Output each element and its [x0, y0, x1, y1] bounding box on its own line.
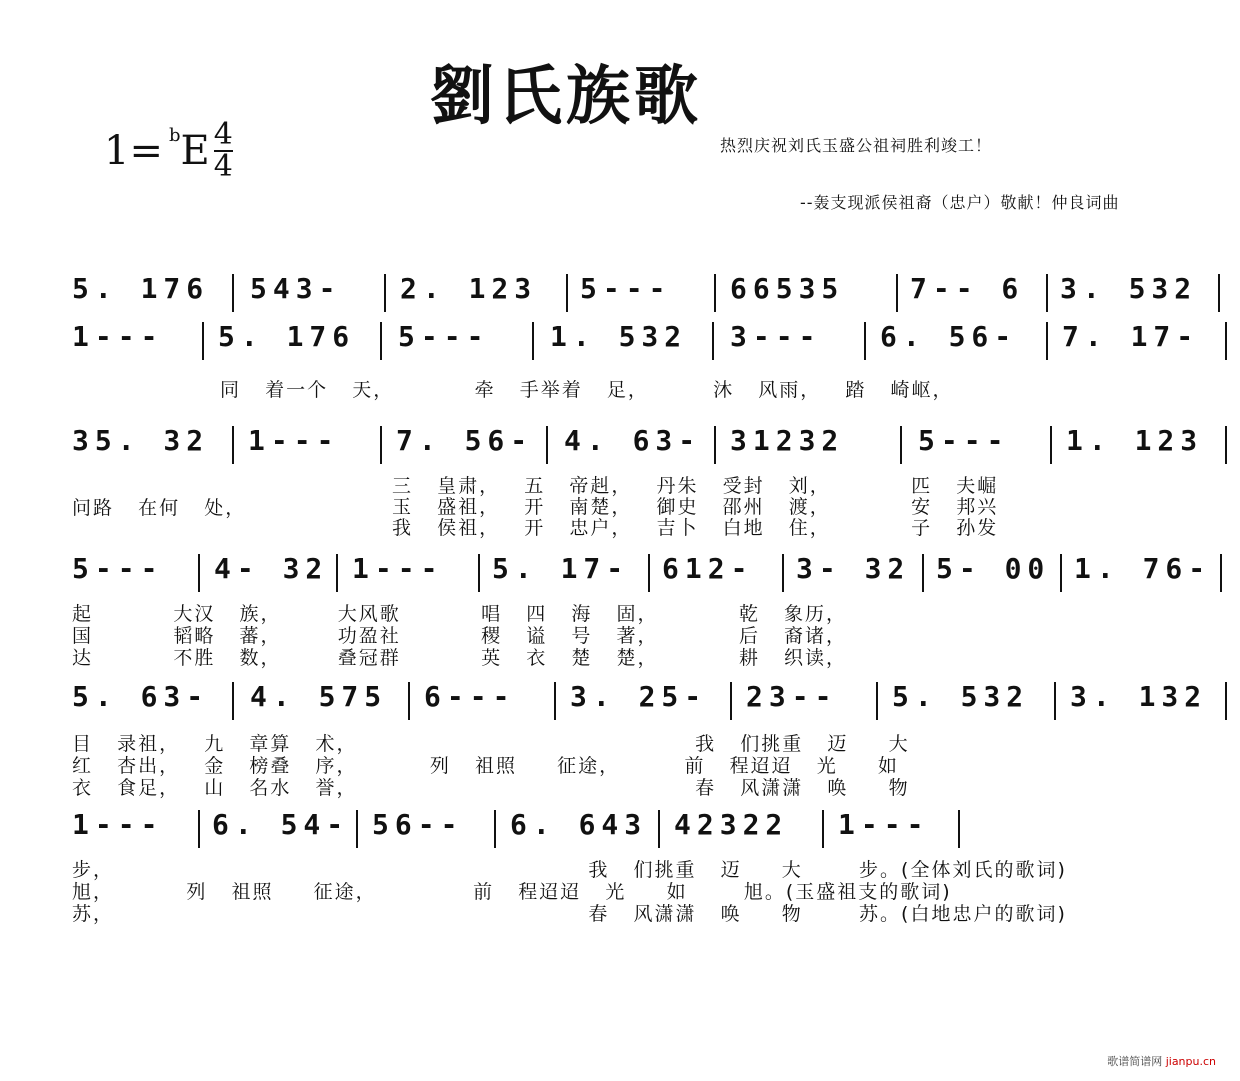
notation-row-2 [70, 320, 1235, 362]
barline [532, 322, 534, 360]
measure: 5. 63- [72, 680, 210, 713]
measure: 612- [662, 552, 754, 585]
watermark-site: 歌谱简谱网 [1107, 1055, 1163, 1068]
lyric-line: 步， 我 们挑重 迈 大 步。(全体刘氏的歌词) [72, 859, 1067, 881]
barline [198, 810, 200, 848]
measure: 5--- [398, 320, 490, 353]
watermark-url: jianpu.cn [1165, 1055, 1216, 1068]
song-title: 劉氏族歌 [430, 59, 702, 134]
measure: 31232 [730, 424, 845, 457]
measure: 4- 32 [214, 552, 329, 585]
watermark [1107, 1053, 1216, 1069]
measure: 35. 32 [72, 424, 210, 457]
measure: 6. 643 [510, 808, 648, 841]
measure: 1--- [838, 808, 930, 841]
barline [782, 554, 784, 592]
barline [1225, 682, 1227, 720]
barline [1225, 426, 1227, 464]
measure: 56-- [372, 808, 464, 841]
barline [1060, 554, 1062, 592]
lyric-line: 衣 食足， 山 名水 誉， 春 风潇潇 唤 物 [72, 777, 910, 799]
measure: 1--- [72, 808, 164, 841]
measure: 6--- [424, 680, 516, 713]
measure: 3. 532 [1060, 272, 1198, 305]
barline [1050, 426, 1052, 464]
barline [232, 682, 234, 720]
measure: 5--- [918, 424, 1010, 457]
barline [864, 322, 866, 360]
barline [356, 810, 358, 848]
measure: 42322 [674, 808, 789, 841]
barline [876, 682, 878, 720]
notation-row-6 [70, 808, 1235, 850]
byline: --轰支现派侯祖裔（忠户）敬献！仲良词曲 [800, 193, 1120, 212]
measure: 5. 17- [492, 552, 630, 585]
measure: 543- [250, 272, 342, 305]
measure: 5. 532 [892, 680, 1030, 713]
barline [1046, 322, 1048, 360]
measure: 6. 54- [212, 808, 350, 841]
barline [896, 274, 898, 312]
measure: 3. 132 [1070, 680, 1208, 713]
measure: 23-- [746, 680, 838, 713]
lyric-line: 同 着一个 天， 牵 手举着 足， 沐 风雨， 踏 崎岖， [220, 379, 954, 401]
barline [380, 426, 382, 464]
lyric-line: 国 韬略 蕃， 功盈社 稷 谥 号 著， 后 裔诸， [72, 625, 848, 647]
barline [714, 274, 716, 312]
barline [822, 810, 824, 848]
notation-row-5 [70, 680, 1235, 722]
measure: 5. 176 [72, 272, 210, 305]
barline [384, 274, 386, 312]
barline [232, 274, 234, 312]
measure: 1. 123 [1066, 424, 1204, 457]
measure: 4. 63- [564, 424, 702, 457]
barline [546, 426, 548, 464]
measure: 3. 25- [570, 680, 708, 713]
barline [730, 682, 732, 720]
barline [712, 322, 714, 360]
dedication: 热烈庆祝刘氏玉盛公祖祠胜利竣工！ [720, 136, 993, 155]
measure: 1. 532 [550, 320, 688, 353]
barline [198, 554, 200, 592]
lyric-line: 问路 在何 处， [72, 497, 247, 519]
time-beats: 4 [213, 117, 233, 152]
barline [958, 810, 960, 848]
measure: 1--- [72, 320, 164, 353]
lyric-line: 苏， 春 风潇潇 唤 物 苏。(白地忠户的歌词) [72, 903, 1067, 925]
barline [714, 426, 716, 464]
lyric-line: 旭， 列 祖照 征途， 前 程迢迢 光 如 旭。(玉盛祖支的歌词) [72, 881, 952, 903]
time-unit: 4 [213, 149, 233, 184]
measure: 5--- [580, 272, 672, 305]
barline [658, 810, 660, 848]
barline [1218, 274, 1220, 312]
key-signature [104, 117, 233, 184]
measure: 3- 32 [796, 552, 911, 585]
barline [494, 810, 496, 848]
lyric-line: 玉 盛祖， 开 南楚， 御史 邵州 渡， 安 邦兴 [392, 496, 999, 518]
flat-sign: b [168, 124, 181, 146]
measure: 1--- [248, 424, 340, 457]
measure: 7-- 6 [910, 272, 1025, 305]
key-note: E [180, 128, 210, 174]
barline [554, 682, 556, 720]
barline [380, 322, 382, 360]
barline [478, 554, 480, 592]
measure: 3--- [730, 320, 822, 353]
measure: 1. 76- [1074, 552, 1212, 585]
measure: 2. 123 [400, 272, 538, 305]
measure: 6. 56- [880, 320, 1018, 353]
measure: 5- 00 [936, 552, 1051, 585]
barline [900, 426, 902, 464]
measure: 5--- [72, 552, 164, 585]
measure: 7. 17- [1062, 320, 1200, 353]
barline [1225, 322, 1227, 360]
measure: 4. 575 [250, 680, 388, 713]
barline [1054, 682, 1056, 720]
barline [202, 322, 204, 360]
notation-row-3 [70, 424, 1235, 466]
barline [648, 554, 650, 592]
barline [566, 274, 568, 312]
notation-row-1 [70, 272, 1235, 314]
barline [232, 426, 234, 464]
measure: 66535 [730, 272, 845, 305]
key-prefix: 1= [104, 128, 163, 174]
lyric-line: 起 大汉 族， 大风歌 唱 四 海 固， 乾 象历， [72, 603, 848, 625]
barline [336, 554, 338, 592]
barline [1046, 274, 1048, 312]
lyric-line: 三 皇肃， 五 帝赳， 丹朱 受封 刘， 匹 夫崛 [392, 475, 999, 497]
measure: 7. 56- [396, 424, 534, 457]
barline [408, 682, 410, 720]
lyric-line: 红 杏出， 金 榜叠 序， 列 祖照 征途， 前 程迢迢 光 如 [72, 755, 899, 777]
lyric-line: 目 录祖， 九 章算 术， 我 们挑重 迈 大 [72, 733, 910, 755]
barline [922, 554, 924, 592]
time-signature [213, 117, 233, 184]
barline [1220, 554, 1222, 592]
lyric-line: 达 不胜 数， 叠冠群 英 衣 楚 楚， 耕 织读， [72, 647, 848, 669]
notation-row-4 [70, 552, 1235, 594]
measure: 1--- [352, 552, 444, 585]
lyric-line: 我 侯祖， 开 忠户， 吉卜 白地 住， 子 孙发 [392, 517, 999, 539]
measure: 5. 176 [218, 320, 356, 353]
